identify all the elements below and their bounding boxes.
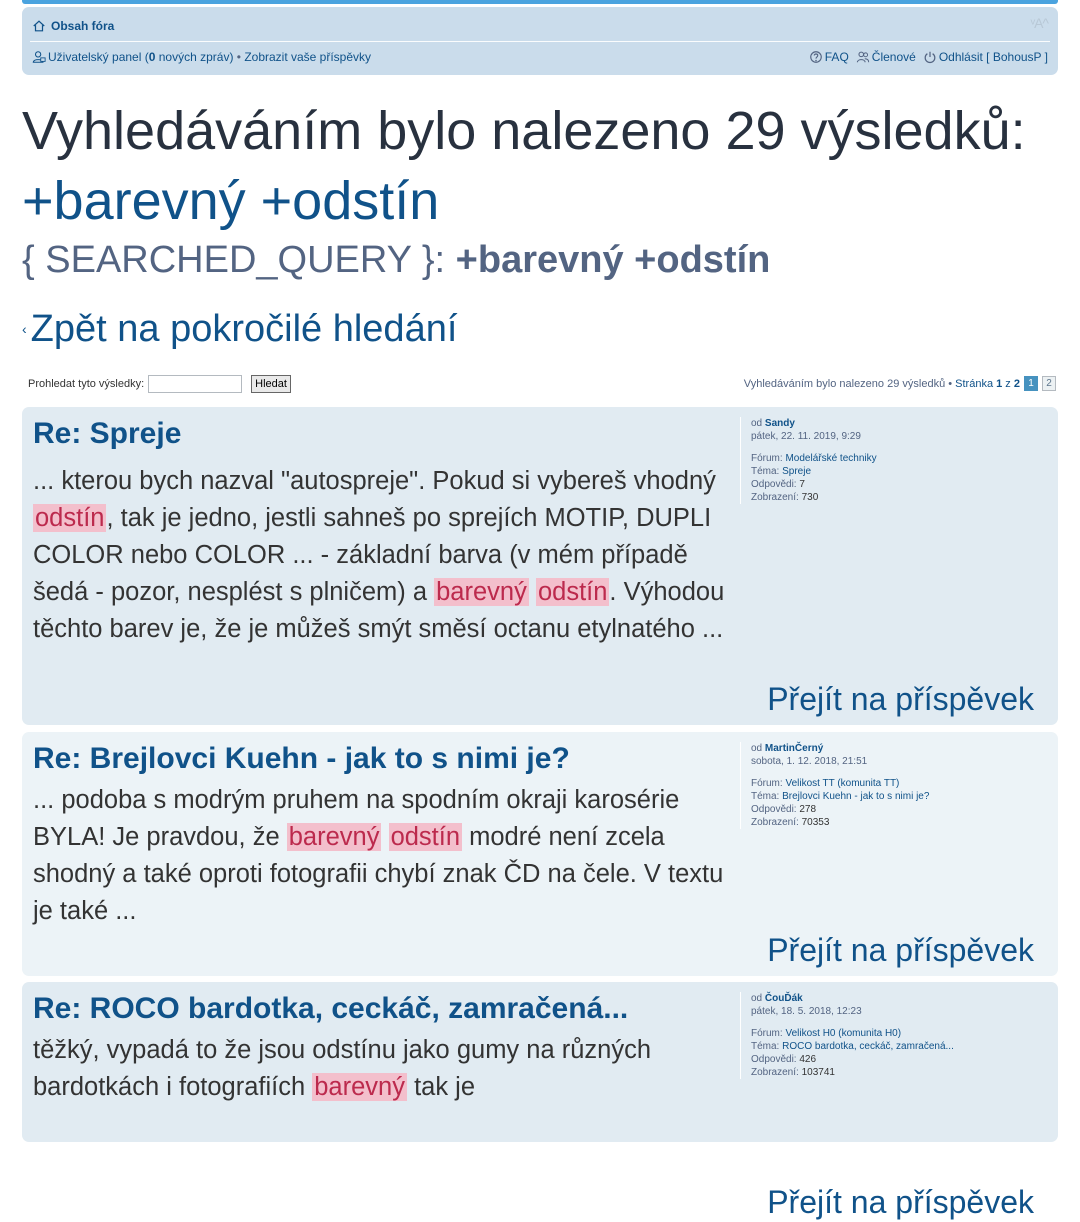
search-term-highlight: barevný xyxy=(436,578,527,606)
by-label: od xyxy=(751,418,765,429)
search-result-post xyxy=(22,732,1058,976)
replies-label: Odpovědi: xyxy=(751,804,800,815)
own-posts-link[interactable]: Zobrazit vaše příspěvky xyxy=(244,50,372,64)
post-date: pátek, 22. 11. 2019, 9:29 xyxy=(751,431,861,442)
jump-to-post-link[interactable]: Přejít na příspěvek xyxy=(767,932,1034,968)
forum-link[interactable]: Velikost H0 (komunita H0) xyxy=(785,1028,902,1039)
excerpt-text: modré není zcela shodný a také oproti fotografii chybí znak ČD na čele. V textu je také ... xyxy=(33,823,724,925)
search-within-input[interactable] xyxy=(148,375,242,393)
search-term-highlight: odstín xyxy=(390,823,461,851)
excerpt-text: , tak je jedno, jestli sahneš po sprejích MOTIP, DUPLI COLOR nebo COLOR ... - základní barva (v mém případě šedá - pozor, nesplést s plničem) a xyxy=(33,504,712,606)
replies-count: 7 xyxy=(799,479,805,490)
search-term-highlight: odstín xyxy=(537,578,608,606)
by-label: od xyxy=(751,993,765,1004)
post-meta xyxy=(740,742,1051,829)
page-title xyxy=(22,96,1062,236)
page-1-current: 1 xyxy=(1024,376,1038,391)
jump-to-post-link[interactable]: Přejít na příspěvek xyxy=(767,681,1034,717)
ucp-label: Uživatelský panel ( xyxy=(48,50,149,64)
post-excerpt xyxy=(33,782,733,930)
replies-label: Odpovědi: xyxy=(751,1054,800,1065)
excerpt-text xyxy=(381,823,388,851)
members-link[interactable] xyxy=(856,50,916,64)
logout-label: Odhlásit [ BohousP ] xyxy=(938,50,1048,64)
members-icon xyxy=(856,50,870,64)
topic-link[interactable]: ROCO bardotka, ceckáč, zamračená... xyxy=(782,1041,954,1052)
post-title-link[interactable]: Re: Brejlovci Kuehn - jak to s nimi je? xyxy=(33,742,570,775)
separator: • xyxy=(945,377,956,390)
replies-count: 278 xyxy=(799,804,817,815)
forum-link[interactable]: Modelářské techniky xyxy=(785,453,877,464)
post-date: sobota, 1. 12. 2018, 21:51 xyxy=(751,756,868,767)
views-label: Zobrazení: xyxy=(751,817,802,828)
user-panel-icon xyxy=(32,50,46,64)
ucp-messages-text: nových zpráv) xyxy=(155,50,234,64)
post-meta xyxy=(740,417,1051,504)
excerpt-text: ... kterou bych nazval "autospreje". Pokud si vybereš vhodný xyxy=(33,467,716,495)
search-button[interactable]: Hledat xyxy=(251,375,291,393)
home-icon xyxy=(32,19,46,33)
search-within-results xyxy=(28,375,291,393)
faq-icon xyxy=(809,50,823,64)
faq-link[interactable] xyxy=(809,50,849,64)
views-label: Zobrazení: xyxy=(751,1067,802,1078)
excerpt-text: tak je xyxy=(406,1073,476,1101)
logout-link[interactable] xyxy=(923,50,1048,64)
faq-label: FAQ xyxy=(824,50,849,64)
views-count: 103741 xyxy=(801,1067,835,1078)
post-title-link[interactable]: Re: ROCO bardotka, ceckáč, zamračená... xyxy=(33,992,629,1025)
new-messages-count: 0 xyxy=(148,50,156,64)
post-author-link[interactable]: ČouĎák xyxy=(764,993,803,1004)
post-author-link[interactable]: MartinČerný xyxy=(764,743,824,754)
page-total: 2 xyxy=(1013,377,1020,390)
excerpt-text xyxy=(529,578,536,606)
forum-link[interactable]: Velikost TT (komunita TT) xyxy=(785,778,900,789)
post-excerpt xyxy=(33,463,733,648)
searched-query-value: +barevný +odstín xyxy=(455,239,771,281)
search-within-label: Prohledat tyto výsledky: xyxy=(28,378,145,390)
searched-query-label: { SEARCHED_QUERY }: xyxy=(22,239,456,281)
topic-link[interactable]: Brejlovci Kuehn - jak to s nimi je? xyxy=(782,791,930,802)
back-label: Zpět na pokročilé hledání xyxy=(30,308,458,350)
search-term-highlight: odstín xyxy=(35,504,105,532)
excerpt-text: . Výhodou těchto barev je, že je můžeš smýt směsí octanu etylnatého ... xyxy=(33,578,725,643)
separator: • xyxy=(233,50,245,64)
navbar-divider xyxy=(30,41,1050,42)
by-label: od xyxy=(751,743,765,754)
page-of: z xyxy=(1002,377,1014,390)
views-count: 730 xyxy=(801,492,819,503)
top-accent-bar xyxy=(22,0,1058,4)
topic-label: Téma: xyxy=(751,466,783,477)
forum-label: Fórum: xyxy=(751,453,786,464)
topic-label: Téma: xyxy=(751,791,783,802)
chevron-left-icon: ‹ xyxy=(22,321,27,337)
jump-to-post-link[interactable]: Přejít na příspěvek xyxy=(767,1184,1034,1220)
page-2-link[interactable]: 2 xyxy=(1042,376,1056,391)
post-excerpt xyxy=(33,1032,733,1106)
page-current: 1 xyxy=(996,377,1003,390)
forum-label: Fórum: xyxy=(751,778,786,789)
members-label: Členové xyxy=(871,50,916,64)
topic-link[interactable]: Spreje xyxy=(782,466,812,477)
search-result-post xyxy=(22,982,1058,1220)
forum-label: Fórum: xyxy=(751,1028,786,1039)
post-title-link[interactable]: Re: Spreje xyxy=(33,417,182,450)
breadcrumb xyxy=(32,17,1048,35)
page-label: Stránka xyxy=(955,377,997,390)
searched-query-line xyxy=(22,236,770,284)
views-label: Zobrazení: xyxy=(751,492,802,503)
replies-label: Odpovědi: xyxy=(751,479,800,490)
post-author-link[interactable]: Sandy xyxy=(764,418,795,429)
pagination xyxy=(744,376,1056,391)
search-term-highlight: barevný xyxy=(314,1073,405,1101)
post-meta xyxy=(740,992,1051,1079)
replies-count: 426 xyxy=(799,1054,817,1065)
title-prefix: Vyhledáváním bylo nalezeno 29 výsledků: xyxy=(22,101,1026,161)
page-jump-link[interactable] xyxy=(955,378,1020,390)
title-query-link[interactable]: +barevný +odstín xyxy=(22,171,440,231)
navbar xyxy=(22,7,1058,75)
post-date: pátek, 18. 5. 2018, 12:23 xyxy=(751,1006,862,1017)
views-count: 70353 xyxy=(801,817,830,828)
breadcrumb-home-link[interactable]: Obsah fóra xyxy=(51,19,115,33)
excerpt-text: těžký, vypadá to že jsou odstínu jako gumy na různých bardotkách i fotografiích xyxy=(33,1036,652,1101)
power-icon xyxy=(923,50,937,64)
search-term-highlight: barevný xyxy=(288,823,380,851)
user-control-panel-link[interactable] xyxy=(48,50,233,64)
back-to-advanced-search-link[interactable] xyxy=(22,304,457,354)
font-size-control[interactable]: ᵛA^ xyxy=(1030,15,1048,31)
excerpt-text: ... podoba s modrým pruhem na spodním okraji karosérie BYLA! Je pravdou, že xyxy=(33,786,680,851)
results-summary: Vyhledáváním bylo nalezeno 29 výsledků xyxy=(743,377,946,390)
topic-label: Téma: xyxy=(751,1041,783,1052)
search-result-post xyxy=(22,407,1058,725)
